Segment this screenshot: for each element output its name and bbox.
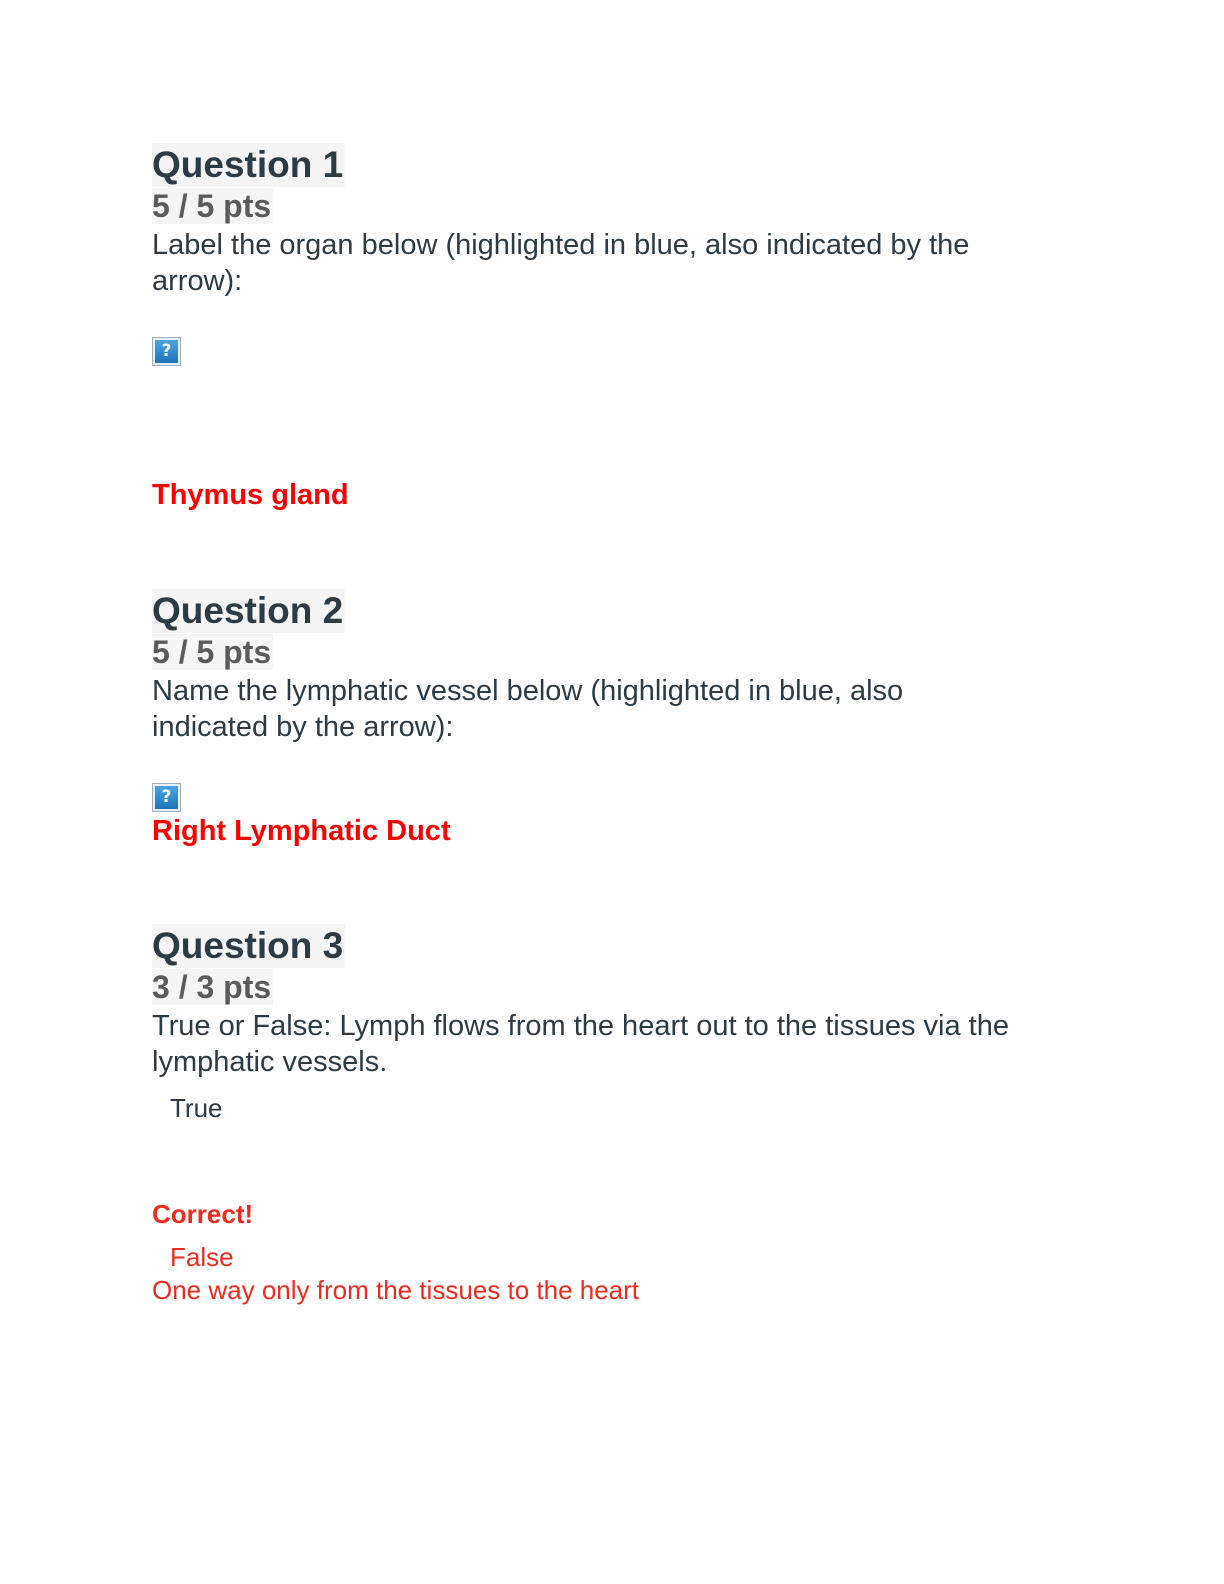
broken-image-icon: ? [155,340,178,363]
question-1-image-placeholder[interactable] [152,337,181,366]
answer-comment: One way only from the tissues to the heart [152,1275,640,1305]
answer-option-label: False [170,1242,234,1272]
broken-image-icon: ? [155,786,178,809]
question-1-points: 5 / 5 pts [152,188,272,224]
answer-option-label: True [170,1093,223,1123]
answer-option-true[interactable] [170,1093,223,1124]
question-1-prompt: Label the organ below (highlighted in blue, also indicated by the arrow): [152,229,970,297]
question-2-title: Question 2 [152,590,344,631]
question-3-title: Question 3 [152,925,344,966]
answer-option-false[interactable] [170,1242,234,1273]
correct-answer-label: Correct! [152,1199,254,1229]
question-2-image-placeholder[interactable] [152,783,181,812]
question-1-answer: Thymus gland [152,479,349,511]
question-3-prompt: True or False: Lymph flows from the heart out to the tissues via the lymphatic vessels. [152,1010,1009,1078]
question-2-prompt: Name the lymphatic vessel below (highlighted in blue, also indicated by the arrow): [152,675,904,743]
question-2-answer: Right Lymphatic Duct [152,815,451,847]
question-3-points: 3 / 3 pts [152,969,272,1005]
question-2-points: 5 / 5 pts [152,634,272,670]
question-1-title: Question 1 [152,144,344,185]
